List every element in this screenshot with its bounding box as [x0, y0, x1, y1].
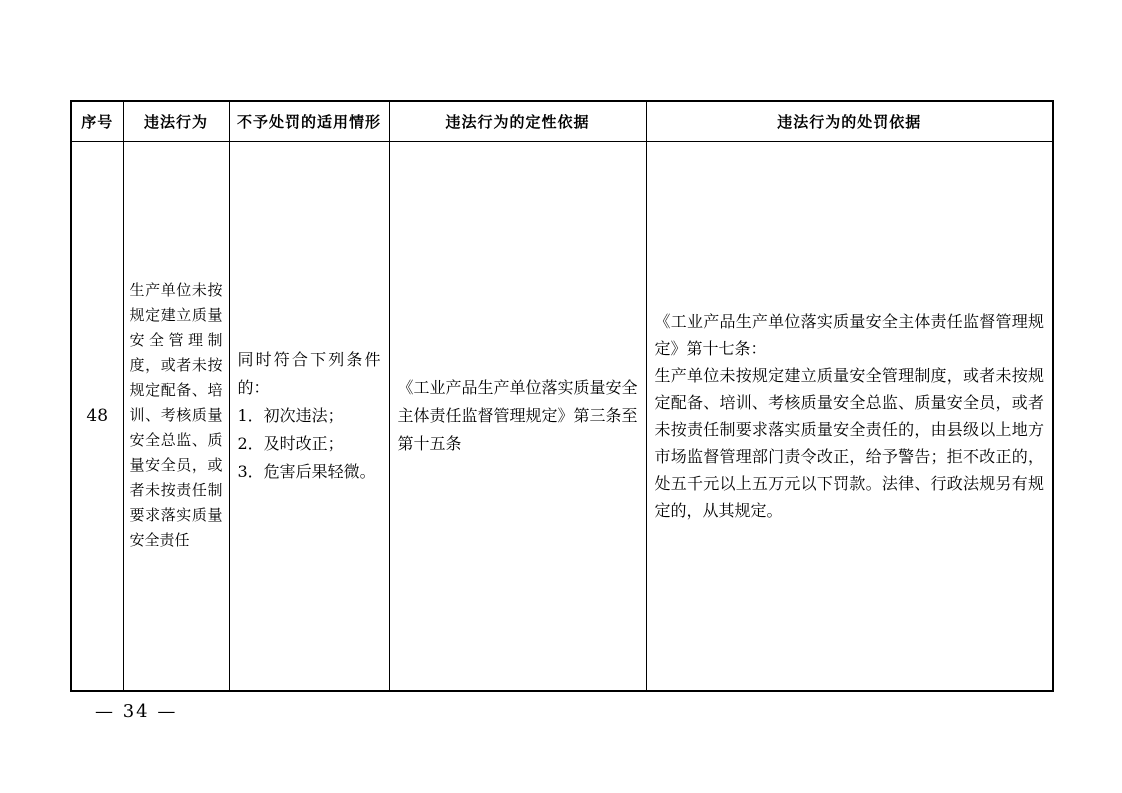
cell-non-penalty-circumstances — [229, 141, 389, 691]
regulation-table — [70, 100, 1054, 692]
non-penalty-item: 1．初次违法； — [237, 405, 344, 425]
header-illegal-act: 违法行为 — [123, 101, 229, 141]
header-serial-number: 序号 — [71, 101, 123, 141]
non-penalty-item: 2．及时改正； — [237, 433, 344, 453]
cell-serial-number: 48 — [71, 141, 123, 691]
table-row — [71, 141, 1053, 691]
cell-qualitative-basis — [389, 141, 646, 691]
cell-illegal-act — [123, 141, 229, 691]
penalty-basis-text: 生产单位未按规定建立质量安全管理制度，或者未按规定配备、培训、考核质量安全总监、质量安全员，或者未按责任制要求落实质量安全责任的，由县级以上地方市场监督管理部门责令改正，给予警告；拒不改正的，处五千元以上五万元以下罚款。法律、行政法规另有规定的，从其规定。 — [654, 365, 1044, 520]
cell-penalty-basis — [646, 141, 1053, 691]
header-non-penalty-circumstances: 不予处罚的适用情形 — [229, 101, 389, 141]
non-penalty-intro: 同时符合下列条件的： — [237, 349, 381, 397]
table-header-row — [71, 101, 1053, 141]
header-penalty-basis: 违法行为的处罚依据 — [646, 101, 1053, 141]
non-penalty-item: 3．危害后果轻微。 — [237, 461, 376, 481]
qualitative-basis-text: 《工业产品生产单位落实质量安全主体责任监督管理规定》第三条至第十五条 — [397, 377, 638, 453]
penalty-basis-citation: 《工业产品生产单位落实质量安全主体责任监督管理规定》第十七条： — [654, 311, 1044, 358]
header-qualitative-basis: 违法行为的定性依据 — [389, 101, 646, 141]
page-number: — 34 — — [95, 701, 178, 722]
illegal-act-text: 生产单位未按规定建立质量安全管理制度，或者未按规定配备、培训、考核质量安全总监、质量安全员，或者未按责任制要求落实质量安全责任 — [129, 281, 223, 550]
